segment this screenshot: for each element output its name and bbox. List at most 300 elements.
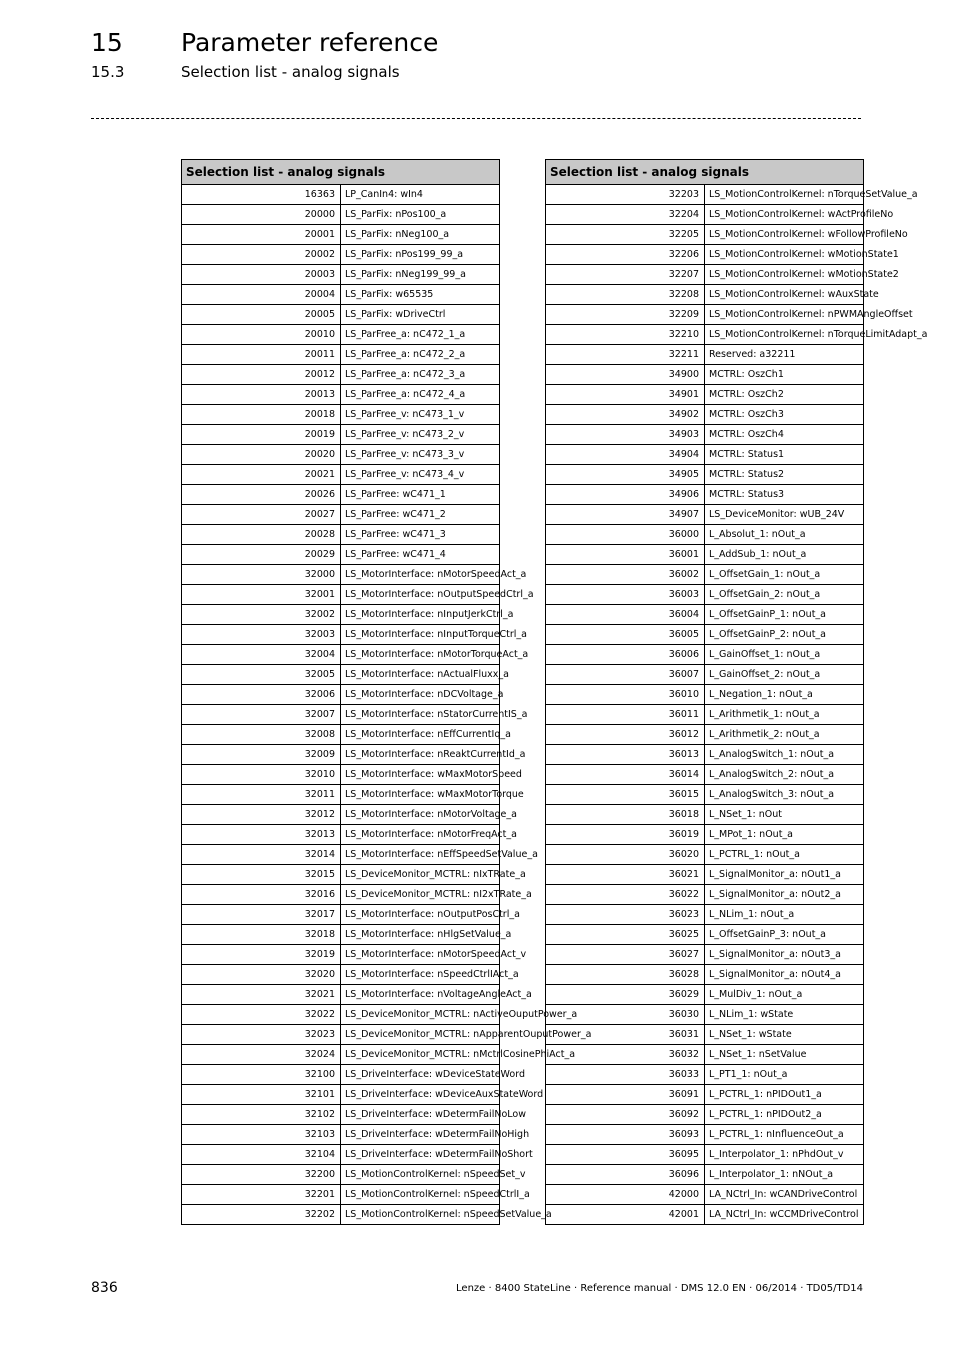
signal-name: MCTRL: OszCh3 <box>705 405 864 425</box>
document-info: Lenze · 8400 StateLine · Reference manual · DMS 12.0 EN · 06/2014 · TD05/TD14 <box>456 1283 863 1294</box>
signal-code: 36002 <box>546 565 705 585</box>
signal-name: L_OffsetGainP_1: nOut_a <box>705 605 864 625</box>
signal-name: L_SignalMonitor_a: nOut1_a <box>705 865 864 885</box>
signal-code: 32204 <box>546 205 705 225</box>
table-row <box>182 885 500 905</box>
signal-name: LS_MotionControlKernel: wAuxState <box>705 285 864 305</box>
signal-name: LS_ParFree_v: nC473_1_v <box>341 405 500 425</box>
signal-name: LS_MotorInterface: nDCVoltage_a <box>341 685 500 705</box>
table-row <box>182 245 500 265</box>
table-row <box>546 205 864 225</box>
signal-name: L_SignalMonitor_a: nOut4_a <box>705 965 864 985</box>
table-row <box>182 445 500 465</box>
signal-name: L_Interpolator_1: nPhdOut_v <box>705 1145 864 1165</box>
signal-code: 36022 <box>546 885 705 905</box>
table-row <box>182 985 500 1005</box>
signal-code: 32012 <box>182 805 341 825</box>
table-row <box>182 785 500 805</box>
table-row <box>546 745 864 765</box>
signal-name: LS_DriveInterface: wDetermFailNoHigh <box>341 1125 500 1145</box>
signal-name: MCTRL: OszCh1 <box>705 365 864 385</box>
signal-name: L_PCTRL_1: nPIDOut2_a <box>705 1105 864 1125</box>
signal-name: LS_ParFree_a: nC472_4_a <box>341 385 500 405</box>
table-row <box>182 805 500 825</box>
table-row <box>546 1145 864 1165</box>
signal-code: 36003 <box>546 585 705 605</box>
signal-code: 42000 <box>546 1185 705 1205</box>
signal-code: 36013 <box>546 745 705 765</box>
table-row <box>546 1185 864 1205</box>
signal-name: L_Arithmetik_1: nOut_a <box>705 705 864 725</box>
table-row <box>546 1165 864 1185</box>
signal-code: 20001 <box>182 225 341 245</box>
signal-code: 36000 <box>546 525 705 545</box>
signal-name: L_NSet_1: wState <box>705 1025 864 1045</box>
table-row <box>182 1045 500 1065</box>
signal-code: 20000 <box>182 205 341 225</box>
table-row <box>182 1005 500 1025</box>
table-row <box>546 665 864 685</box>
table-row <box>546 505 864 525</box>
signal-name: LS_MotionControlKernel: nSpeedSet_v <box>341 1165 500 1185</box>
signal-code: 20019 <box>182 425 341 445</box>
table-row <box>546 765 864 785</box>
table-row <box>546 925 864 945</box>
table-row <box>546 1105 864 1125</box>
table-row <box>546 245 864 265</box>
signal-name: LS_MotionControlKernel: wMotionState1 <box>705 245 864 265</box>
selection-list-table-left <box>181 159 592 1225</box>
table-row <box>182 345 500 365</box>
table-row <box>546 325 864 345</box>
signal-code: 36091 <box>546 1085 705 1105</box>
signal-code: 32207 <box>546 265 705 285</box>
signal-name: L_NSet_1: nOut <box>705 805 864 825</box>
signal-code: 36007 <box>546 665 705 685</box>
signal-code: 32209 <box>546 305 705 325</box>
signal-name: L_OffsetGain_1: nOut_a <box>705 565 864 585</box>
section-number: 15.3 <box>91 63 125 81</box>
table-row <box>546 1005 864 1025</box>
signal-code: 32102 <box>182 1105 341 1125</box>
table-row <box>546 485 864 505</box>
signal-name: LA_NCtrl_In: wCCMDriveControl <box>705 1205 864 1225</box>
signal-name: LS_ParFree: wC471_3 <box>341 525 500 545</box>
signal-code: 32201 <box>182 1185 341 1205</box>
table-row <box>182 905 500 925</box>
signal-code: 34905 <box>546 465 705 485</box>
signal-name: L_AddSub_1: nOut_a <box>705 545 864 565</box>
signal-name: LS_DriveInterface: wDeviceAuxStateWord <box>341 1085 500 1105</box>
signal-code: 32008 <box>182 725 341 745</box>
table-row <box>546 905 864 925</box>
table-row <box>546 1045 864 1065</box>
signal-name: LS_MotorInterface: nMotorVoltage_a <box>341 805 500 825</box>
signal-name: LS_ParFix: nNeg199_99_a <box>341 265 500 285</box>
table-row <box>182 225 500 245</box>
signal-name: LS_DriveInterface: wDeviceStateWord <box>341 1065 500 1085</box>
table-title: Selection list - analog signals <box>182 160 500 185</box>
signal-name: LS_DeviceMonitor_MCTRL: nActiveOuputPower_a <box>341 1005 500 1025</box>
signal-code: 32000 <box>182 565 341 585</box>
table-row <box>182 265 500 285</box>
table-row <box>182 1205 500 1225</box>
table-row <box>546 1205 864 1225</box>
signal-name: MCTRL: OszCh2 <box>705 385 864 405</box>
signal-name: LS_ParFix: nPos199_99_a <box>341 245 500 265</box>
signal-code: 36012 <box>546 725 705 745</box>
chapter-number: 15 <box>91 28 123 57</box>
signal-code: 20013 <box>182 385 341 405</box>
signal-code: 34901 <box>546 385 705 405</box>
signal-name: MCTRL: OszCh4 <box>705 425 864 445</box>
signal-code: 32101 <box>182 1085 341 1105</box>
table-row <box>182 845 500 865</box>
table-row <box>546 605 864 625</box>
table-row <box>182 685 500 705</box>
signal-name: L_AnalogSwitch_2: nOut_a <box>705 765 864 785</box>
signal-code: 20005 <box>182 305 341 325</box>
signal-code: 34902 <box>546 405 705 425</box>
signal-name: LS_MotionControlKernel: nPWMAngleOffset <box>705 305 864 325</box>
chapter-title: Parameter reference <box>181 28 439 57</box>
signal-name: LS_ParFix: w65535 <box>341 285 500 305</box>
signal-code: 20003 <box>182 265 341 285</box>
signal-name: LS_MotorInterface: wMaxMotorSpeed <box>341 765 500 785</box>
signal-name: LS_MotionControlKernel: wActProfileNo <box>705 205 864 225</box>
table-row <box>182 405 500 425</box>
table-row <box>546 565 864 585</box>
signal-code: 32018 <box>182 925 341 945</box>
signal-name: LS_MotorInterface: nActualFluxx_a <box>341 665 500 685</box>
table-row <box>182 205 500 225</box>
table-row <box>546 625 864 645</box>
signal-code: 36020 <box>546 845 705 865</box>
table-row <box>546 585 864 605</box>
section-title: Selection list - analog signals <box>181 63 400 81</box>
signal-code: 36006 <box>546 645 705 665</box>
signal-name: LS_MotionControlKernel: nTorqueSetValue_a <box>705 185 864 205</box>
signal-code: 32023 <box>182 1025 341 1045</box>
signal-name: L_GainOffset_2: nOut_a <box>705 665 864 685</box>
table-row <box>182 525 500 545</box>
signal-code: 36031 <box>546 1025 705 1045</box>
table-row <box>546 185 864 205</box>
signal-name: L_SignalMonitor_a: nOut2_a <box>705 885 864 905</box>
signal-code: 36030 <box>546 1005 705 1025</box>
signal-code: 20026 <box>182 485 341 505</box>
signal-name: LS_MotorInterface: nInputTorqueCtrl_a <box>341 625 500 645</box>
table-row <box>182 865 500 885</box>
table-row <box>182 585 500 605</box>
table-row <box>546 885 864 905</box>
signal-code: 32010 <box>182 765 341 785</box>
signal-code: 32021 <box>182 985 341 1005</box>
signal-name: L_AnalogSwitch_3: nOut_a <box>705 785 864 805</box>
signal-code: 36014 <box>546 765 705 785</box>
table-row <box>546 305 864 325</box>
signal-name: Reserved: a32211 <box>705 345 864 365</box>
table-row <box>182 305 500 325</box>
signal-name: LA_NCtrl_In: wCANDriveControl <box>705 1185 864 1205</box>
table-row <box>182 945 500 965</box>
table-row <box>546 265 864 285</box>
signal-name: MCTRL: Status1 <box>705 445 864 465</box>
signal-name: LS_MotorInterface: nVoltageAngleAct_a <box>341 985 500 1005</box>
table-row <box>182 325 500 345</box>
header-divider <box>91 118 861 119</box>
table-row <box>182 745 500 765</box>
signal-name: LS_ParFree: wC471_2 <box>341 505 500 525</box>
signal-name: LS_ParFree_a: nC472_2_a <box>341 345 500 365</box>
signal-code: 32208 <box>546 285 705 305</box>
signal-code: 34904 <box>546 445 705 465</box>
signal-code: 32202 <box>182 1205 341 1225</box>
table-row <box>182 725 500 745</box>
table-row <box>182 605 500 625</box>
signal-code: 20004 <box>182 285 341 305</box>
signal-name: LS_ParFree_a: nC472_1_a <box>341 325 500 345</box>
signal-name: L_PCTRL_1: nOut_a <box>705 845 864 865</box>
signal-code: 32211 <box>546 345 705 365</box>
signal-name: L_OffsetGainP_2: nOut_a <box>705 625 864 645</box>
signal-code: 32003 <box>182 625 341 645</box>
table-row <box>182 1025 500 1045</box>
signal-name: L_NSet_1: nSetValue <box>705 1045 864 1065</box>
table-row <box>182 645 500 665</box>
table-row <box>182 1105 500 1125</box>
table-row <box>182 385 500 405</box>
table-row <box>182 925 500 945</box>
signal-name: L_Negation_1: nOut_a <box>705 685 864 705</box>
signal-code: 36025 <box>546 925 705 945</box>
table-row <box>182 1185 500 1205</box>
signal-code: 36011 <box>546 705 705 725</box>
table-row <box>182 185 500 205</box>
signal-name: LS_DriveInterface: wDetermFailNoLow <box>341 1105 500 1125</box>
table-row <box>182 485 500 505</box>
table-body <box>546 185 928 1225</box>
signal-code: 20028 <box>182 525 341 545</box>
table-row <box>546 285 864 305</box>
signal-name: LS_ParFree_v: nC473_3_v <box>341 445 500 465</box>
signal-name: L_MPot_1: nOut_a <box>705 825 864 845</box>
signal-name: LS_MotorInterface: nEffCurrentIq_a <box>341 725 500 745</box>
signal-code: 36005 <box>546 625 705 645</box>
signal-code: 36029 <box>546 985 705 1005</box>
signal-code: 36033 <box>546 1065 705 1085</box>
signal-name: LS_DeviceMonitor_MCTRL: nIxTRate_a <box>341 865 500 885</box>
signal-name: L_AnalogSwitch_1: nOut_a <box>705 745 864 765</box>
signal-name: LS_DeviceMonitor_MCTRL: nI2xTRate_a <box>341 885 500 905</box>
signal-name: LS_MotorInterface: nEffSpeedSetValue_a <box>341 845 500 865</box>
table-row <box>546 445 864 465</box>
signal-code: 36032 <box>546 1045 705 1065</box>
signal-name: LS_ParFree: wC471_4 <box>341 545 500 565</box>
signal-code: 32017 <box>182 905 341 925</box>
signal-name: MCTRL: Status3 <box>705 485 864 505</box>
signal-code: 36095 <box>546 1145 705 1165</box>
signal-name: LS_ParFix: nPos100_a <box>341 205 500 225</box>
signal-name: L_Interpolator_1: nNOut_a <box>705 1165 864 1185</box>
signal-code: 36023 <box>546 905 705 925</box>
signal-code: 32007 <box>182 705 341 725</box>
signal-name: LS_MotorInterface: nReaktCurrentId_a <box>341 745 500 765</box>
signal-code: 36019 <box>546 825 705 845</box>
table-row <box>546 785 864 805</box>
table-row <box>546 425 864 445</box>
table-row <box>546 725 864 745</box>
table-row <box>182 625 500 645</box>
signal-code: 32004 <box>182 645 341 665</box>
signal-code: 36096 <box>546 1165 705 1185</box>
signal-code: 32022 <box>182 1005 341 1025</box>
table-header-row <box>182 160 500 185</box>
signal-name: LS_MotorInterface: nMotorSpeedAct_a <box>341 565 500 585</box>
signal-name: L_OffsetGain_2: nOut_a <box>705 585 864 605</box>
signal-code: 32011 <box>182 785 341 805</box>
signal-code: 36028 <box>546 965 705 985</box>
table-row <box>546 645 864 665</box>
table-row <box>182 465 500 485</box>
table-row <box>546 365 864 385</box>
table-row <box>546 465 864 485</box>
signal-name: L_MulDiv_1: nOut_a <box>705 985 864 1005</box>
signal-code: 36092 <box>546 1105 705 1125</box>
signal-code: 32206 <box>546 245 705 265</box>
signal-code: 32104 <box>182 1145 341 1165</box>
signal-name: L_NLim_1: wState <box>705 1005 864 1025</box>
signal-name: L_PCTRL_1: nPIDOut1_a <box>705 1085 864 1105</box>
table-row <box>182 425 500 445</box>
signal-code: 34906 <box>546 485 705 505</box>
table-row <box>182 1125 500 1145</box>
table-row <box>546 705 864 725</box>
signal-code: 20027 <box>182 505 341 525</box>
table-row <box>182 825 500 845</box>
table-body <box>182 185 592 1225</box>
signal-name: LS_DeviceMonitor: wUB_24V <box>705 505 864 525</box>
signal-name: L_SignalMonitor_a: nOut3_a <box>705 945 864 965</box>
table-row <box>182 965 500 985</box>
table-row <box>182 365 500 385</box>
signal-name: LS_MotorInterface: nMotorSpeedAct_v <box>341 945 500 965</box>
signal-code: 36010 <box>546 685 705 705</box>
signal-code: 36015 <box>546 785 705 805</box>
table-row <box>182 285 500 305</box>
table-row <box>546 225 864 245</box>
signal-name: LS_MotorInterface: nMotorFreqAct_a <box>341 825 500 845</box>
signal-name: L_GainOffset_1: nOut_a <box>705 645 864 665</box>
signal-code: 36021 <box>546 865 705 885</box>
table-row <box>182 1065 500 1085</box>
signal-name: LS_ParFree_a: nC472_3_a <box>341 365 500 385</box>
signal-code: 36093 <box>546 1125 705 1145</box>
table-row <box>546 965 864 985</box>
signal-name: L_NLim_1: nOut_a <box>705 905 864 925</box>
signal-code: 20018 <box>182 405 341 425</box>
signal-name: LS_DeviceMonitor_MCTRL: nApparentOuputPower_a <box>341 1025 500 1045</box>
signal-code: 20012 <box>182 365 341 385</box>
signal-name: LS_MotionControlKernel: nSpeedSetValue_a <box>341 1205 500 1225</box>
signal-name: LS_MotorInterface: wMaxMotorTorque <box>341 785 500 805</box>
signal-code: 36004 <box>546 605 705 625</box>
signal-code: 32020 <box>182 965 341 985</box>
table-title: Selection list - analog signals <box>546 160 864 185</box>
signal-code: 32014 <box>182 845 341 865</box>
signal-code: 32210 <box>546 325 705 345</box>
signal-code: 20029 <box>182 545 341 565</box>
signal-code: 36027 <box>546 945 705 965</box>
signal-name: L_PCTRL_1: nInfluenceOut_a <box>705 1125 864 1145</box>
table-row <box>546 1065 864 1085</box>
signal-code: 20020 <box>182 445 341 465</box>
signal-name: L_OffsetGainP_3: nOut_a <box>705 925 864 945</box>
signal-name: LS_MotionControlKernel: nSpeedCtrlI_a <box>341 1185 500 1205</box>
signal-name: LP_CanIn4: wIn4 <box>341 185 500 205</box>
table-row <box>546 1085 864 1105</box>
signal-code: 32100 <box>182 1065 341 1085</box>
signal-name: LS_MotorInterface: nHlgSetValue_a <box>341 925 500 945</box>
table-row <box>546 1025 864 1045</box>
table-row <box>182 565 500 585</box>
table-row <box>546 685 864 705</box>
signal-code: 32009 <box>182 745 341 765</box>
signal-code: 20010 <box>182 325 341 345</box>
signal-code: 32015 <box>182 865 341 885</box>
signal-code: 42001 <box>546 1205 705 1225</box>
signal-code: 32200 <box>182 1165 341 1185</box>
table-row <box>546 345 864 365</box>
signal-name: LS_MotorInterface: nInputJerkCtrl_a <box>341 605 500 625</box>
signal-name: LS_MotorInterface: nOutputSpeedCtrl_a <box>341 585 500 605</box>
signal-name: MCTRL: Status2 <box>705 465 864 485</box>
signal-name: LS_MotorInterface: nMotorTorqueAct_a <box>341 645 500 665</box>
signal-code: 20021 <box>182 465 341 485</box>
table-row <box>546 405 864 425</box>
signal-code: 34900 <box>546 365 705 385</box>
signal-name: LS_MotorInterface: nOutputPosCtrl_a <box>341 905 500 925</box>
table-row <box>546 385 864 405</box>
table-row <box>546 525 864 545</box>
table-row <box>546 1125 864 1145</box>
signal-name: LS_DeviceMonitor_MCTRL: nMctrlCosinePhiAct_a <box>341 1045 500 1065</box>
table-row <box>546 845 864 865</box>
signal-name: L_Absolut_1: nOut_a <box>705 525 864 545</box>
table-row <box>182 765 500 785</box>
signal-code: 32016 <box>182 885 341 905</box>
signal-name: LS_DriveInterface: wDetermFailNoShort <box>341 1145 500 1165</box>
signal-name: LS_ParFix: wDriveCtrl <box>341 305 500 325</box>
signal-code: 36001 <box>546 545 705 565</box>
signal-code: 32002 <box>182 605 341 625</box>
signal-name: LS_MotionControlKernel: wMotionState2 <box>705 265 864 285</box>
table-row <box>182 505 500 525</box>
signal-name: L_Arithmetik_2: nOut_a <box>705 725 864 745</box>
table-row <box>546 805 864 825</box>
signal-code: 32024 <box>182 1045 341 1065</box>
table-row <box>182 1085 500 1105</box>
signal-name: LS_MotorInterface: nSpeedCtrlIAct_a <box>341 965 500 985</box>
signal-name: L_PT1_1: nOut_a <box>705 1065 864 1085</box>
signal-code: 20002 <box>182 245 341 265</box>
signal-name: LS_MotionControlKernel: wFollowProfileNo <box>705 225 864 245</box>
table-row <box>546 865 864 885</box>
selection-list-table-right <box>545 159 928 1225</box>
signal-name: LS_MotorInterface: nStatorCurrentIS_a <box>341 705 500 725</box>
signal-code: 16363 <box>182 185 341 205</box>
table-row <box>182 705 500 725</box>
